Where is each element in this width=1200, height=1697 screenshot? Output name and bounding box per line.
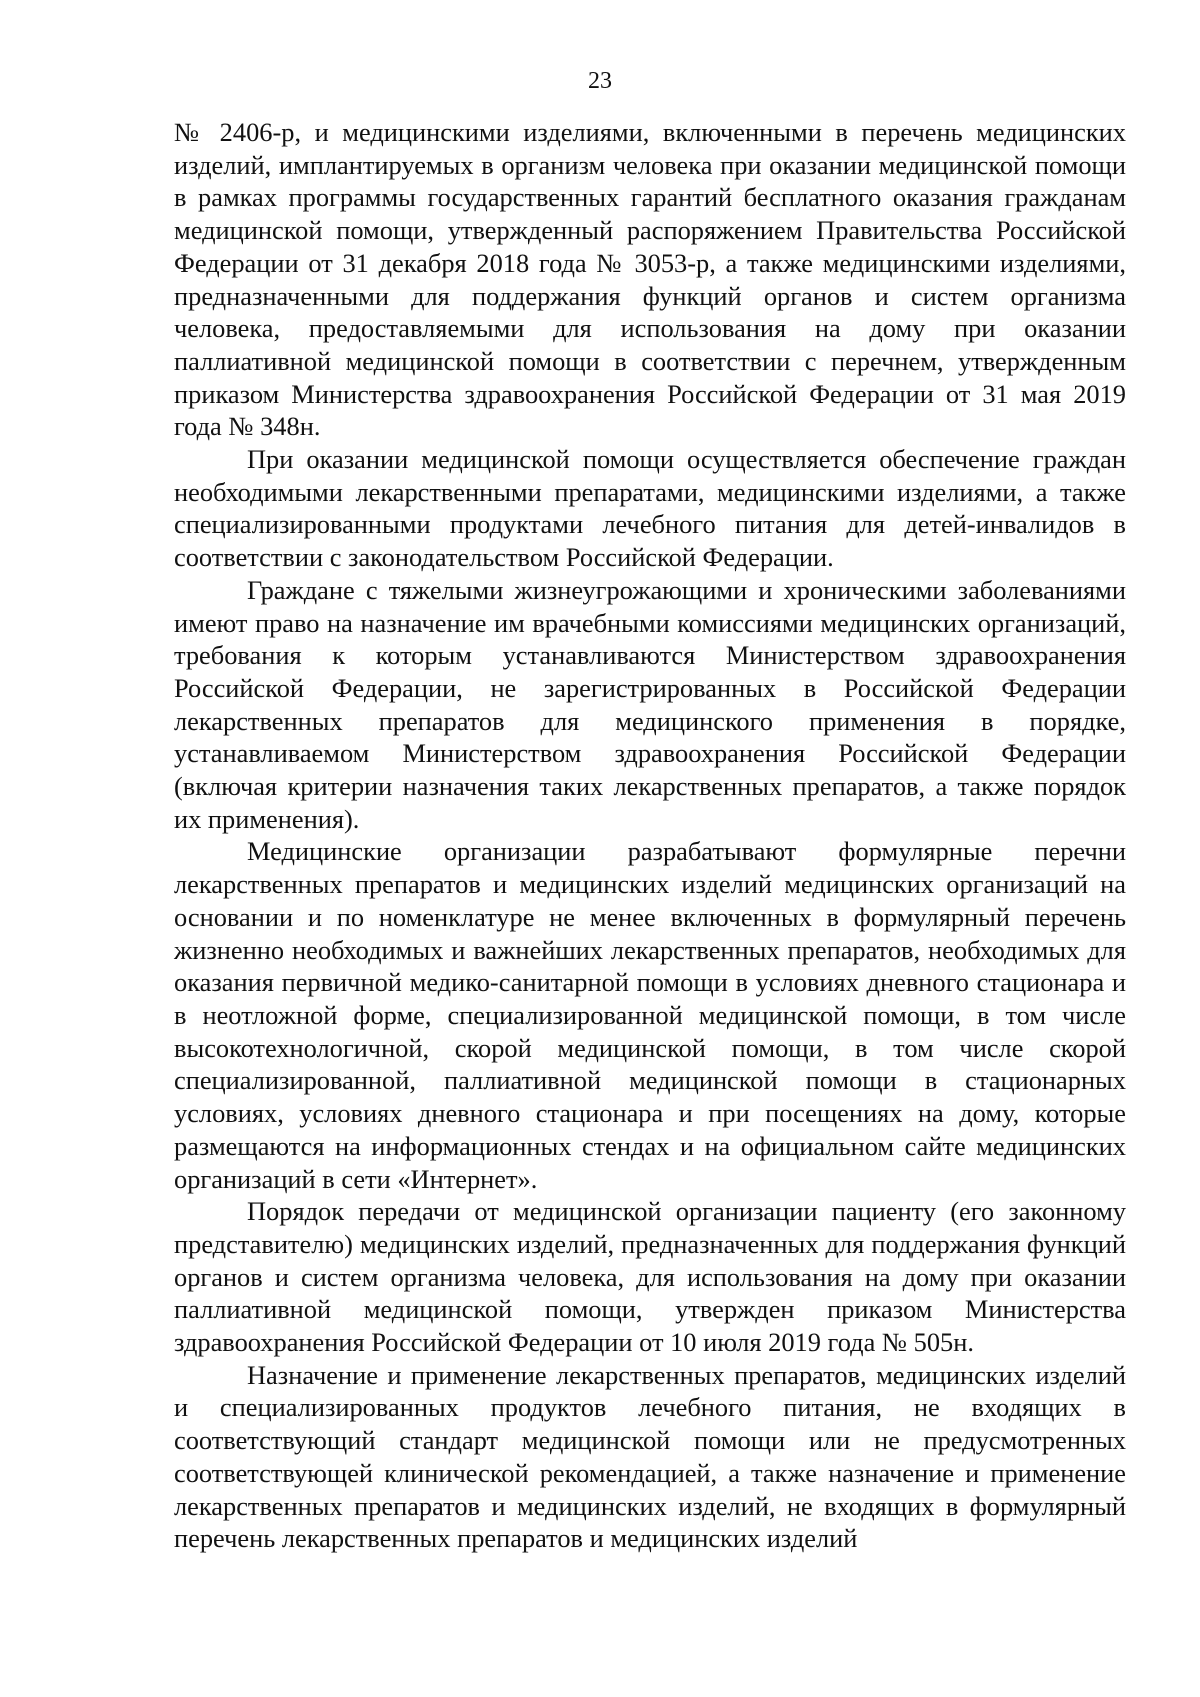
document-body xyxy=(174,116,1126,1555)
paragraph: № 2406-р, и медицинскими изделиями, включенными в перечень медицинских изделий, имплантируемых в организм человека при оказании медицинской помощи в рамках программы государственных гарантий бесплатного оказания гражданам медицинской помощи, утвержденный распоряжением Правительства Российской Федерации от 31 декабря 2018 года № 3053-р, а также медицинскими изделиями, предназначенными для поддержания функций органов и систем организма человека, предоставляемыми для использования на дому при оказании паллиативной медицинской помощи в соответствии с перечнем, утвержденным приказом Министерства здравоохранения Российской Федерации от 31 мая 2019 года № 348н. xyxy=(174,117,1126,442)
page-number: 23 xyxy=(588,68,612,94)
paragraph: Порядок передачи от медицинской организации пациенту (его законному представителю) медицинских изделий, предназначенных для поддержания функций органов и систем организма человека, для использования на дому при оказании паллиативной медицинской помощи, утвержден приказом Министерства здравоохранения Российской Федерации от 10 июля 2019 года № 505н. xyxy=(174,1196,1126,1358)
paragraph: Граждане с тяжелыми жизнеугрожающими и хроническими заболеваниями имеют право на назначение им врачебными комиссиями медицинских организаций, требования к которым устанавливаются Министерством здравоохранения Российской Федерации, не зарегистрированных в Российской Федерации лекарственных препаратов для медицинского применения в порядке, устанавливаемом Министерством здравоохранения Российской Федерации (включая критерии назначения таких лекарственных препаратов, а также порядок их применения). xyxy=(174,574,1126,834)
paragraph: Медицинские организации разрабатывают формулярные перечни лекарственных препаратов и медицинских изделий медицинских организаций на основании и по номенклатуре не менее включенных в формулярный перечень жизненно необходимых и важнейших лекарственных препаратов, необходимых для оказания первичной медико-санитарной помощи в условиях дневного стационара и в неотложной форме, специализированной медицинской помощи, в том числе высокотехнологичной, скорой медицинской помощи, в том числе скорой специализированной, паллиативной медицинской помощи в стационарных условиях, условиях дневного стационара и при посещениях на дому, которые размещаются на информационных стендах и на официальном сайте медицинских организаций в сети «Интернет». xyxy=(174,836,1126,1194)
paragraph: Назначение и применение лекарственных препаратов, медицинских изделий и специализированных продуктов лечебного питания, не входящих в соответствующий стандарт медицинской помощи или не предусмотренных соответствующей клинической рекомендацией, а также назначение и применение лекарственных препаратов и медицинских изделий, не входящих в формулярный перечень лекарственных препаратов и медицинских изделий xyxy=(174,1359,1126,1554)
paragraph: При оказании медицинской помощи осуществляется обеспечение граждан необходимыми лекарственными препаратами, медицинскими изделиями, а также специализированными продуктами лечебного питания для детей-инвалидов в соответствии с законодательством Российской Федерации. xyxy=(174,444,1126,573)
